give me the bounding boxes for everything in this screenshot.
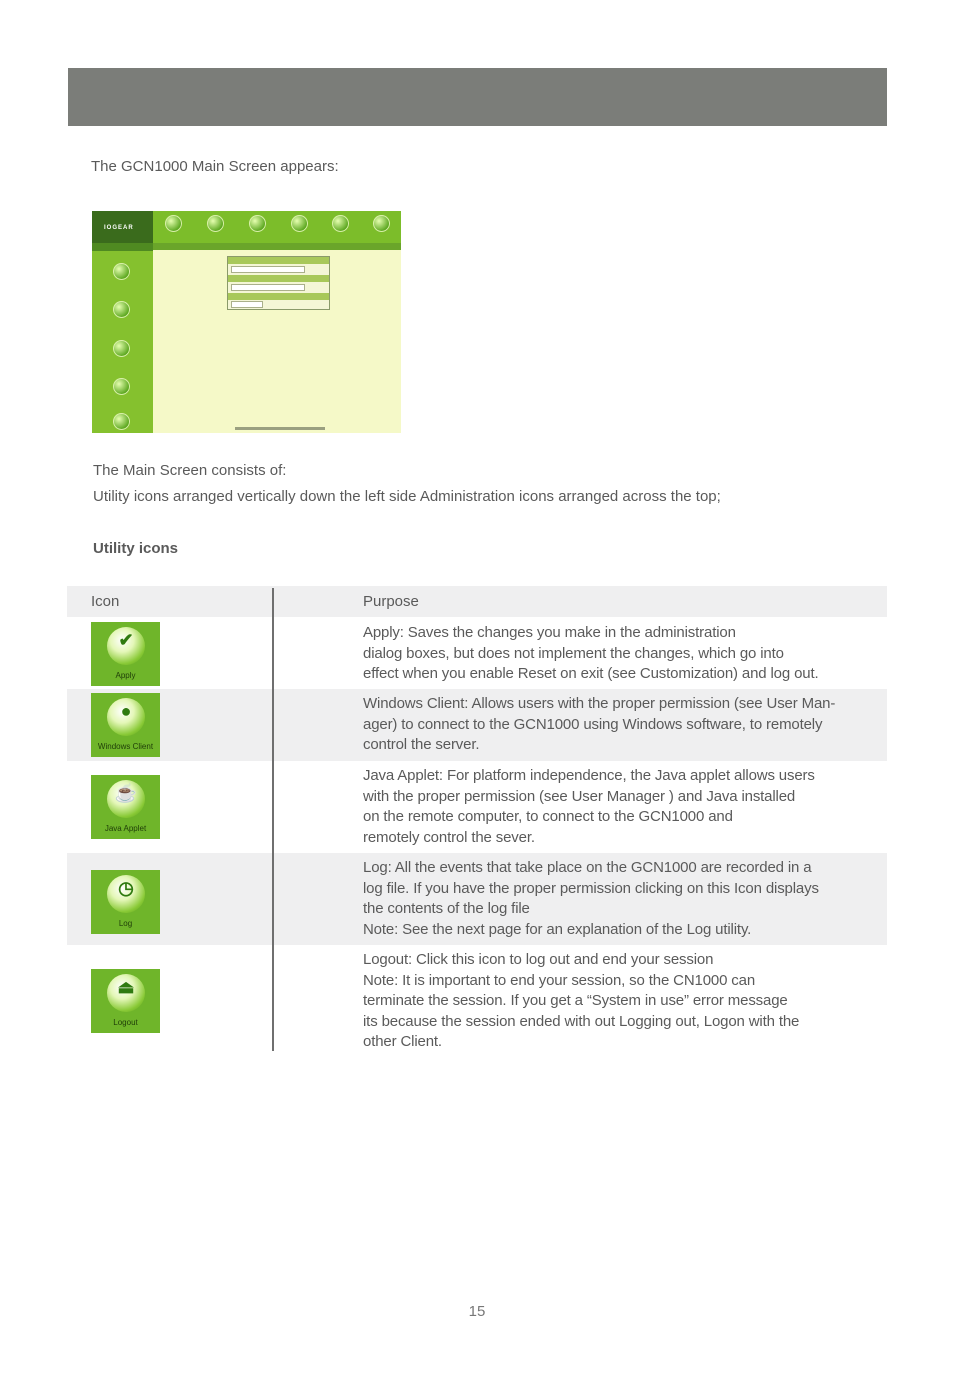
logo-text: IOGEAR [104,225,134,231]
windows-client-icon: ● Windows Client [91,693,160,757]
apply-icon: ✔ Apply [91,622,160,686]
panel-field [231,284,305,291]
column-divider [272,588,274,1051]
panel-bar [228,275,329,282]
page-number: 15 [468,1303,486,1320]
icon-label: Logout [113,1018,138,1027]
table-header-row [67,586,887,617]
icon-label: Windows Client [97,742,154,751]
utility-sidebar [92,243,153,433]
panel-field [231,301,263,308]
column-header-purpose: Purpose [363,593,419,610]
purpose-text: Log: All the events that take place on the GCN1000 are recorded in a log file. If you have the proper permission clicking on this Icon displays the contents of the log file Note: See the next page for an explanation of the Log utility. [363,859,819,938]
panel-bar [228,257,329,264]
panel-bar [228,293,329,300]
general-icon [165,215,182,232]
network-icon [207,215,224,232]
icon-label: Java Applet [104,824,147,833]
section-title: Utility icons [93,540,179,557]
logo [92,211,153,243]
intro-text: The GCN1000 Main Screen appears: [91,158,339,175]
main-screen-heading: The Main Screen consists of: [93,462,287,479]
copyright-footer [235,427,325,430]
toolbar-band [153,243,401,250]
column-header-icon: Icon [91,593,120,610]
logout-icon: ⏏ Logout [91,969,160,1033]
purpose-text: Windows Client: Allows users with the proper permission (see User Man- ager) to connect to the GCN1000 using Windows software, to remotely control the server. [363,695,836,753]
header-bar [68,68,887,126]
panel-field [231,266,305,273]
purpose-text: Logout: Click this icon to log out and end your session Note: It is important to end your session, so the CN1000 can terminate the session. If you get a “System in use” error message its because the session ended with out Logging out, Logon with the other Client. [363,951,800,1050]
user-management-icon [291,215,308,232]
icon-label: Apply [115,671,136,680]
table-row [67,617,887,689]
java-applet-icon: ☕ Java Applet [91,775,160,839]
log-icon: ◷ Log [91,870,160,934]
table-row [67,945,887,1053]
log-icon [113,378,130,395]
security-icon [249,215,266,232]
main-screen-description: Utility icons arranged vertically down the left side Administration icons arranged across the top; [93,488,721,505]
purpose-text: Java Applet: For platform independence, the Java applet allows users with the proper permission (see User Manager ) and Java installed on the remote computer, to connect to the GCN1000 and remotely control the sever. [363,767,815,846]
icon-label: Log [118,919,133,928]
settings-panel [227,256,330,310]
main-screen-screenshot [92,211,401,433]
table-row [67,761,887,853]
logout-icon [113,413,130,430]
purpose-text: Apply: Saves the changes you make in the administration dialog boxes, but does not implement the changes, which go into effect when you enable Reset on exit (see Customization) and log out. [363,624,819,682]
table-row [67,689,887,761]
customization-icon [332,215,349,232]
firmware-icon [373,215,390,232]
sidebar-header [92,243,153,251]
apply-icon [113,263,130,280]
table-row [67,853,887,945]
windows-client-icon [113,301,130,318]
java-applet-icon [113,340,130,357]
